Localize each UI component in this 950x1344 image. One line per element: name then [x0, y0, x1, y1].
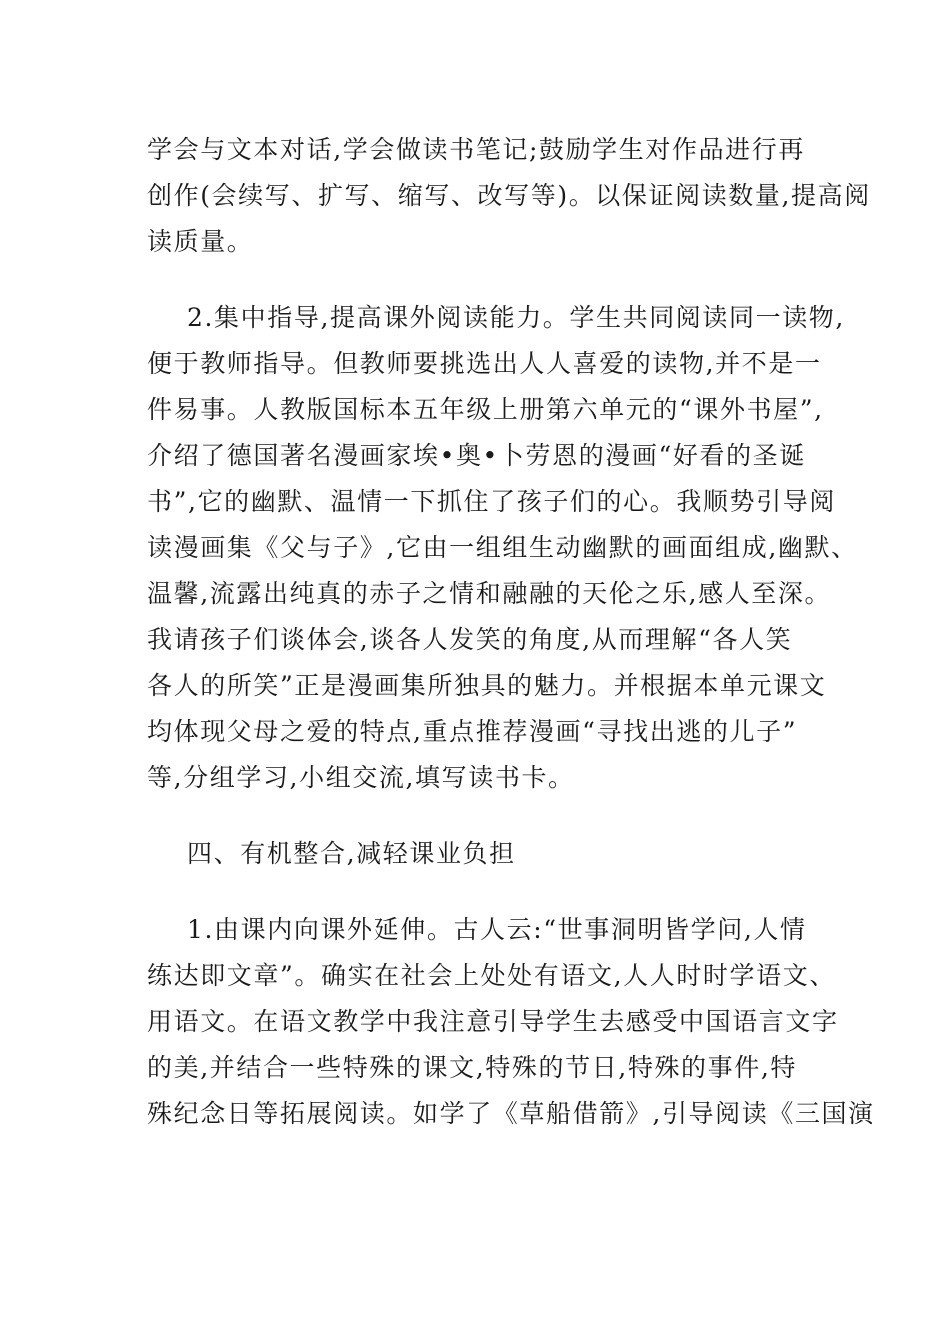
text-line: 创作(会续写、扩写、缩写、改写等)。以保证阅读数量,提高阅 — [147, 181, 871, 210]
paragraph-focused-guidance — [147, 295, 858, 801]
text-line: 各人的所笑”正是漫画集所独具的魅力。并根据本单元课文 — [147, 671, 827, 700]
section-heading-text: 四、有机整合,减轻课业负担 — [187, 839, 516, 868]
text-line: 均体现父母之爱的特点,重点推荐漫画“寻找出逃的儿子” — [147, 717, 798, 746]
text-line: 用语文。在语文教学中我注意引导学生去感受中国语言文字 — [147, 1007, 839, 1036]
text-line: 书”,它的幽默、温情一下抓住了孩子们的心。我顺势引导阅 — [147, 487, 836, 516]
text-line: 介绍了德国著名漫画家埃•奥•卜劳恩的漫画“好看的圣诞 — [147, 441, 806, 470]
text-line: 2.集中指导,提高课外阅读能力。学生共同阅读同一读物, — [187, 303, 845, 332]
text-line: 我请孩子们谈体会,谈各人发笑的角度,从而理解“各人笑 — [147, 625, 793, 654]
paragraph-gap — [147, 265, 807, 295]
paragraph-classroom-extension — [147, 907, 875, 1137]
text-line: 殊纪念日等拓展阅读。如学了《草船借箭》,引导阅读《三国演 — [147, 1099, 875, 1128]
section-heading — [147, 831, 807, 877]
text-line: 读质量。 — [147, 227, 254, 256]
text-line: 学会与文本对话,学会做读书笔记;鼓励学生对作品进行再 — [147, 135, 805, 164]
text-line: 温馨,流露出纯真的赤子之情和融融的天伦之乐,感人至深。 — [147, 579, 832, 608]
text-line: 便于教师指导。但教师要挑选出人人喜爱的读物,并不是一 — [147, 349, 822, 378]
paragraph-gap — [147, 801, 807, 831]
text-line: 练达即文章”。确实在社会上处处有语文,人人时时学语文、 — [147, 961, 836, 990]
text-line: 等,分组学习,小组交流,填写读书卡。 — [147, 763, 575, 792]
text-line: 件易事。人教版国标本五年级上册第六单元的“课外书屋”, — [147, 395, 824, 424]
paragraph-reading-methods — [147, 127, 871, 265]
text-line: 读漫画集《父与子》,它由一组组生动幽默的画面组成,幽默、 — [147, 533, 858, 562]
text-line: 的美,并结合一些特殊的课文,特殊的节日,特殊的事件,特 — [147, 1053, 797, 1082]
document-body — [147, 127, 875, 1137]
text-line: 1.由课内向课外延伸。古人云:“世事洞明皆学问,人情 — [187, 915, 807, 944]
paragraph-gap — [147, 877, 807, 907]
